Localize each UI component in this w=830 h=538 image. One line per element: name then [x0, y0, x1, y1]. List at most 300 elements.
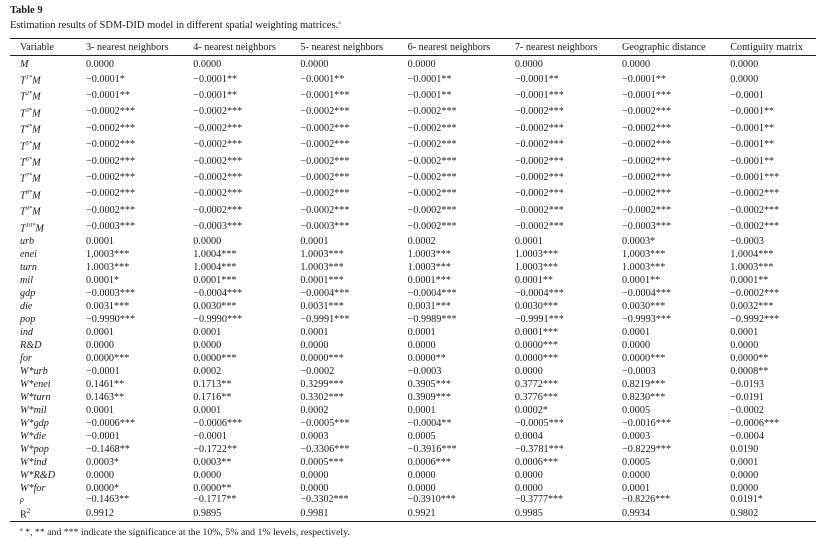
variable-cell: $T^{2*}M$	[20, 90, 41, 103]
table-row	[10, 137, 816, 153]
value-cell: 0.0003	[300, 430, 329, 442]
value-cell: −0.0001**	[730, 122, 775, 134]
table-row	[10, 430, 816, 443]
value-cell: −0.0002	[300, 365, 335, 377]
value-cell: −0.0004***	[300, 287, 350, 299]
variable-cell: $R^2$	[20, 506, 31, 521]
value-cell: −0.0004**	[407, 417, 452, 429]
value-cell: −0.0002***	[86, 172, 136, 184]
column-header: 6- nearest neighbors	[398, 39, 505, 56]
table-row	[10, 274, 816, 287]
value-cell: 1.0003***	[622, 248, 666, 260]
variable-cell: W*turn	[20, 391, 51, 403]
value-cell: 0.0001**	[622, 274, 661, 286]
variable-cell: W*urb	[20, 365, 48, 377]
value-cell: −0.0002***	[86, 106, 136, 118]
value-cell: −0.0001	[86, 365, 120, 377]
note-text: *, ** and *** indicate the significance at the 10%, 5% and 1% levels, respectively.	[25, 527, 350, 538]
variable-cell: ind	[20, 326, 34, 338]
value-cell: 0.9934	[622, 507, 651, 519]
value-cell: 0.0000	[514, 365, 543, 377]
value-cell: 0.0001	[730, 456, 759, 468]
value-cell: 0.0002	[407, 235, 436, 247]
value-cell: −0.0002***	[407, 221, 457, 233]
table-row	[10, 153, 816, 169]
value-cell: −0.8226***	[622, 493, 671, 505]
variable-cell: W*R&D	[20, 469, 56, 481]
table-row	[10, 56, 816, 72]
value-cell: 0.0001	[514, 235, 543, 247]
table-row	[10, 456, 816, 469]
variable-cell: W*mil	[20, 404, 47, 416]
value-cell: −0.0003***	[300, 221, 350, 233]
value-cell: −0.0002***	[300, 188, 350, 200]
value-cell: 0.0030***	[514, 300, 559, 312]
value-cell: −0.0002***	[86, 122, 136, 134]
value-cell: 0.0000	[514, 469, 543, 481]
value-cell: −0.0002***	[193, 172, 243, 184]
value-cell: 0.1713**	[193, 378, 232, 390]
variable-cell: $T^{8*}M$	[20, 188, 41, 202]
value-cell: −0.9993***	[622, 313, 672, 325]
value-cell: −0.0002***	[86, 155, 136, 167]
column-header: 7- nearest neighbors	[505, 39, 612, 56]
value-cell: −0.9991***	[300, 313, 350, 325]
variable-cell: $T^{5*}M$	[20, 139, 41, 152]
value-cell: −0.0004***	[407, 287, 457, 299]
table-row	[10, 469, 816, 482]
table-row	[10, 186, 816, 202]
note-marker: a	[20, 527, 23, 534]
value-cell: 0.0006***	[407, 456, 451, 468]
header-row	[10, 39, 816, 56]
value-cell: 0.0000	[622, 59, 651, 70]
value-cell: 1.0003***	[407, 261, 451, 273]
value-cell: −0.8229***	[622, 443, 672, 455]
value-cell: 0.0000	[730, 469, 759, 481]
value-cell: 0.9895	[193, 507, 222, 519]
value-cell: −0.3306***	[300, 443, 350, 455]
column-header: Geographic distance	[612, 39, 720, 56]
value-cell: −0.0002***	[730, 287, 780, 299]
value-cell: −0.0005***	[300, 417, 350, 429]
variable-cell: W*for	[20, 482, 46, 494]
value-cell: 0.9912	[86, 507, 115, 519]
value-cell: −0.0006***	[730, 417, 780, 429]
value-cell: −0.0001**	[730, 155, 775, 167]
value-cell: 0.1463**	[86, 391, 125, 403]
value-cell: 0.0000	[86, 339, 115, 351]
value-cell: 1.0004***	[193, 261, 237, 273]
variable-cell: mil	[20, 274, 34, 286]
value-cell: 0.3302***	[300, 391, 344, 403]
variable-cell: R&D	[20, 339, 42, 351]
value-cell: 1.0003***	[86, 261, 130, 273]
value-cell: 0.0008**	[730, 365, 769, 377]
variable-cell: $T^{10*}M$	[20, 221, 44, 234]
value-cell: −0.0002***	[193, 188, 243, 200]
value-cell: −0.0003	[730, 235, 764, 247]
value-cell: −0.0001**	[622, 73, 666, 85]
table-row	[10, 339, 816, 352]
table-row	[10, 365, 816, 378]
value-cell: 0.9981	[300, 507, 329, 519]
value-cell: 0.0004	[514, 430, 543, 442]
value-cell: −0.0001**	[730, 106, 775, 118]
value-cell: 0.0000	[407, 59, 436, 70]
column-header: 5- nearest neighbors	[290, 39, 397, 56]
value-cell: 0.0190	[730, 443, 759, 455]
results-table	[10, 38, 816, 522]
value-cell: 1.0003***	[514, 261, 559, 273]
value-cell: −0.0002***	[407, 188, 457, 200]
value-cell: −0.0003	[622, 365, 656, 377]
value-cell: −0.0002***	[407, 106, 457, 118]
value-cell: −0.9990***	[193, 313, 243, 325]
value-cell: 0.0000**	[193, 482, 232, 494]
table-caption	[10, 17, 816, 32]
column-header: 3- nearest neighbors	[76, 39, 183, 56]
value-cell: −0.9992***	[730, 313, 780, 325]
value-cell: −0.0002***	[730, 221, 780, 233]
table-row	[10, 391, 816, 404]
variable-cell: $T^{9*}M$	[20, 205, 41, 218]
value-cell: −0.0001***	[514, 90, 564, 102]
value-cell: −0.0001**	[193, 73, 238, 85]
table-row	[10, 443, 816, 456]
value-cell: −0.3781***	[514, 443, 564, 455]
value-cell: 0.0030***	[622, 300, 666, 312]
value-cell: −0.0005***	[514, 417, 564, 429]
table-row	[10, 287, 816, 300]
value-cell: 0.0000	[730, 482, 759, 494]
value-cell: −0.0002***	[514, 172, 564, 184]
value-cell: 0.0000	[730, 59, 759, 70]
variable-cell: W*ind	[20, 456, 47, 468]
value-cell: −0.0001	[730, 90, 764, 102]
value-cell: −0.0001**	[514, 73, 559, 85]
value-cell: −0.0001**	[300, 73, 345, 85]
table-row	[10, 495, 816, 505]
table-row	[10, 261, 816, 274]
variable-cell: enei	[20, 248, 37, 260]
value-cell: 0.0001	[622, 482, 651, 494]
table-row	[10, 326, 816, 339]
value-cell: −0.0003***	[622, 221, 672, 233]
value-cell: −0.0001***	[300, 90, 350, 102]
column-header: 4- nearest neighbors	[183, 39, 290, 56]
value-cell: 0.0003**	[193, 456, 232, 468]
value-cell: 0.8219***	[622, 378, 666, 390]
table-row	[10, 313, 816, 326]
value-cell: 0.0000***	[514, 352, 559, 364]
variable-cell: M	[20, 59, 29, 70]
value-cell: 0.0001	[86, 235, 115, 247]
value-cell: −0.0001**	[407, 90, 452, 102]
table-row	[10, 71, 816, 87]
variable-cell: gdp	[20, 287, 36, 299]
value-cell: 0.0001	[193, 404, 222, 416]
value-cell: −0.0002***	[300, 106, 350, 118]
value-cell: −0.1717**	[193, 493, 237, 505]
value-cell: −0.0002***	[300, 155, 350, 167]
value-cell: 0.0000	[86, 469, 115, 481]
value-cell: −0.0002***	[514, 155, 564, 167]
table-row	[10, 235, 816, 248]
value-cell: 0.0001	[86, 404, 115, 416]
table-row	[10, 300, 816, 313]
table-row	[10, 417, 816, 430]
value-cell: 0.0001	[407, 326, 436, 338]
value-cell: 0.0000	[86, 59, 115, 70]
value-cell: 0.0031***	[300, 300, 344, 312]
value-cell: −0.0002***	[730, 204, 780, 216]
value-cell: 1.0003***	[622, 261, 666, 273]
value-cell: −0.0002***	[514, 204, 564, 216]
value-cell: 0.0005	[622, 456, 651, 468]
value-cell: 0.0000	[193, 59, 222, 70]
caption-footnote-marker[interactable]: a	[338, 20, 341, 26]
value-cell: 0.0000	[622, 469, 651, 481]
value-cell: 0.9921	[407, 507, 436, 519]
value-cell: −0.0002***	[622, 155, 672, 167]
value-cell: 0.0001***	[300, 274, 344, 286]
value-cell: −0.0002***	[622, 172, 672, 184]
value-cell: 0.0000	[300, 469, 329, 481]
value-cell: −0.0002***	[300, 139, 350, 151]
value-cell: −0.0001***	[730, 172, 780, 184]
value-cell: −0.0002***	[193, 139, 243, 151]
value-cell: 0.0000	[193, 469, 222, 481]
table-row	[10, 219, 816, 235]
value-cell: 0.0005	[407, 430, 436, 442]
value-cell: −0.0002***	[193, 122, 243, 134]
variable-cell: $T^{1*}M$	[20, 74, 41, 87]
value-cell: 0.0000***	[300, 352, 344, 364]
caption-text: Estimation results of SDM-DID model in different spatial weighting matrices.	[10, 20, 339, 31]
value-cell: 0.0001	[730, 326, 759, 338]
value-cell: 0.0001	[193, 326, 222, 338]
value-cell: 0.9985	[514, 507, 543, 519]
value-cell: 1.0003***	[300, 261, 344, 273]
value-cell: −0.0002***	[407, 122, 457, 134]
value-cell: 0.0000	[407, 339, 436, 351]
value-cell: 0.0000	[514, 482, 543, 494]
value-cell: −0.9991***	[514, 313, 564, 325]
value-cell: 0.0030***	[193, 300, 237, 312]
value-cell: 0.0001***	[407, 274, 451, 286]
value-cell: 0.0000***	[622, 352, 666, 364]
value-cell: −0.0191	[730, 391, 764, 403]
value-cell: −0.0004	[730, 430, 764, 442]
value-cell: 0.0001***	[514, 326, 559, 338]
table-row	[10, 352, 816, 365]
value-cell: 0.0000	[622, 339, 651, 351]
variable-cell: $T^{7*}M$	[20, 172, 41, 185]
variable-cell: die	[20, 300, 33, 312]
value-cell: −0.0001*	[86, 73, 125, 85]
value-cell: 0.0000	[730, 73, 759, 85]
value-cell: 0.0003*	[622, 235, 656, 247]
table-footnote	[10, 527, 816, 538]
value-cell: −0.0002***	[622, 188, 672, 200]
variable-cell: ρ	[20, 494, 24, 504]
value-cell: 0.3905***	[407, 378, 451, 390]
value-cell: 0.0191*	[730, 493, 763, 505]
value-cell: −0.0001	[86, 430, 120, 442]
value-cell: −0.3302***	[300, 493, 349, 505]
value-cell: −0.0002***	[622, 122, 672, 134]
value-cell: 0.0032***	[730, 300, 774, 312]
value-cell: 0.0000	[193, 235, 222, 247]
value-cell: −0.0002***	[622, 204, 672, 216]
value-cell: −0.1722**	[193, 443, 238, 455]
value-cell: −0.0002***	[622, 106, 672, 118]
value-cell: −0.1463**	[86, 493, 130, 505]
variable-cell: W*gdp	[20, 417, 49, 429]
value-cell: 0.0031***	[86, 300, 130, 312]
value-cell: 0.0000	[300, 59, 329, 70]
table-body	[10, 56, 816, 522]
value-cell: −0.3916***	[407, 443, 457, 455]
value-cell: −0.0001**	[193, 90, 238, 102]
value-cell: 0.0000***	[514, 339, 559, 351]
value-cell: −0.0001**	[86, 90, 130, 102]
value-cell: 0.0001***	[193, 274, 237, 286]
value-cell: 0.3776***	[514, 391, 559, 403]
value-cell: 0.0005***	[300, 456, 344, 468]
value-cell: −0.0001	[193, 430, 227, 442]
value-cell: 0.0001	[622, 326, 651, 338]
variable-cell: $T^{4*}M$	[20, 123, 41, 136]
value-cell: 0.0000***	[193, 352, 237, 364]
variable-cell: urb	[20, 235, 35, 247]
value-cell: −0.0002***	[407, 139, 457, 151]
value-cell: 0.0001	[300, 235, 329, 247]
value-cell: 0.0005	[622, 404, 651, 416]
value-cell: −0.0002***	[300, 122, 350, 134]
value-cell: 0.1716**	[193, 391, 232, 403]
value-cell: 0.0000	[730, 339, 759, 351]
value-cell: −0.0002***	[86, 204, 136, 216]
table-row	[10, 505, 816, 522]
value-cell: −0.9989***	[407, 313, 457, 325]
value-cell: 0.0000	[300, 482, 329, 494]
value-cell: 0.0000***	[86, 352, 130, 364]
value-cell: 0.0000	[300, 339, 329, 351]
value-cell: −0.0004***	[622, 287, 672, 299]
value-cell: 0.0000	[193, 339, 222, 351]
value-cell: 0.3909***	[407, 391, 451, 403]
value-cell: 0.1461**	[86, 378, 125, 390]
value-cell: 1.0003***	[514, 248, 559, 260]
value-cell: −0.0002***	[193, 106, 243, 118]
value-cell: −0.0001***	[622, 90, 672, 102]
value-cell: −0.0002***	[193, 204, 243, 216]
value-cell: 0.0001**	[514, 274, 554, 286]
value-cell: −0.1468**	[86, 443, 130, 455]
table-row	[10, 202, 816, 218]
table-label: Table 9	[10, 5, 43, 16]
value-cell: −0.0002***	[407, 204, 457, 216]
value-cell: −0.0002***	[86, 139, 136, 151]
value-cell: 0.0001	[407, 404, 436, 416]
value-cell: 0.3299***	[300, 378, 344, 390]
value-cell: −0.0002***	[86, 188, 136, 200]
variable-cell: $T^{3*}M$	[20, 106, 41, 120]
column-header: Contiguity matrix	[720, 39, 816, 56]
value-cell: 0.0003*	[86, 456, 120, 468]
value-cell: −0.0002	[730, 404, 764, 416]
value-cell: 0.0003	[622, 430, 651, 442]
value-cell: 0.0000	[514, 59, 543, 70]
value-cell: −0.0003***	[193, 221, 243, 233]
value-cell: −0.3910***	[407, 493, 456, 505]
value-cell: 0.0000	[407, 469, 436, 481]
variable-cell: turn	[20, 261, 37, 273]
value-cell: −0.0002***	[514, 188, 564, 200]
value-cell: 0.0002	[193, 365, 222, 377]
value-cell: 1.0003***	[730, 261, 774, 273]
value-cell: −0.0002***	[193, 155, 243, 167]
variable-cell: W*die	[20, 430, 47, 442]
value-cell: 0.9802	[730, 507, 759, 519]
variable-cell: W*pop	[20, 443, 49, 455]
value-cell: 0.0000**	[730, 352, 769, 364]
value-cell: 0.0031***	[407, 300, 451, 312]
value-cell: 0.0001	[300, 326, 329, 338]
value-cell: −0.9990***	[86, 313, 136, 325]
value-cell: 0.0001*	[86, 274, 120, 286]
value-cell: 1.0003***	[300, 248, 344, 260]
value-cell: −0.0002***	[622, 139, 672, 151]
value-cell: 0.8230***	[622, 391, 666, 403]
table-row	[10, 378, 816, 391]
value-cell: 0.0000	[407, 482, 436, 494]
value-cell: −0.0001**	[730, 139, 775, 151]
value-cell: −0.0003***	[86, 287, 136, 299]
variable-cell: W*enei	[20, 378, 51, 390]
value-cell: −0.3777***	[514, 493, 563, 505]
table-row	[10, 404, 816, 417]
value-cell: −0.0002***	[407, 172, 457, 184]
value-cell: 1.0003***	[86, 248, 130, 260]
value-cell: 0.0006***	[514, 456, 559, 468]
value-cell: −0.0002***	[514, 221, 564, 233]
value-cell: −0.0006***	[86, 417, 136, 429]
value-cell: 0.0002	[300, 404, 329, 416]
value-cell: 0.0000*	[86, 482, 120, 494]
value-cell: 1.0004***	[730, 248, 774, 260]
value-cell: −0.0002***	[300, 204, 350, 216]
variable-cell: for	[20, 352, 32, 364]
value-cell: −0.0001**	[407, 73, 452, 85]
value-cell: 1.0003***	[407, 248, 451, 260]
table-row	[10, 120, 816, 136]
column-header: Variable	[10, 39, 76, 56]
table-container	[10, 4, 816, 538]
value-cell: 0.0001	[86, 326, 115, 338]
table-row	[10, 169, 816, 185]
value-cell: −0.0002***	[730, 188, 780, 200]
value-cell: −0.0002***	[300, 172, 350, 184]
value-cell: −0.0193	[730, 378, 764, 390]
value-cell: −0.0004***	[193, 287, 243, 299]
value-cell: −0.0002***	[514, 106, 564, 118]
table-row	[10, 482, 816, 495]
value-cell: −0.0002***	[407, 155, 457, 167]
value-cell: −0.0002***	[514, 139, 564, 151]
